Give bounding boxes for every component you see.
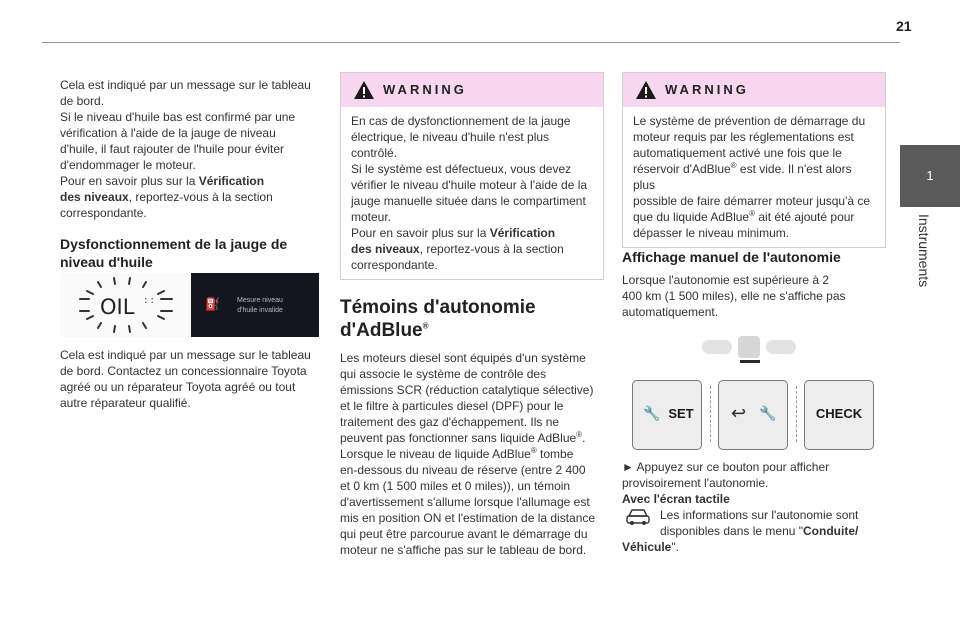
subheading-gauge-malfunction [60,235,322,271]
text-line: en-dessous du niveau de réserve (entre 2 400 [340,463,586,477]
text-line: de bord. Contactez un concessionnaire Toyota [60,364,307,378]
paragraph-contact-dealer [60,347,322,411]
text-line: émissions SCR (réduction catalytique sélective) [340,383,594,397]
set-button[interactable] [632,380,702,450]
paragraph-touch-screen [622,507,884,539]
warning-title: WARNING [383,82,467,97]
text-line: vérifier le niveau d'huile moteur à l'aide de la [351,178,588,192]
chapter-tab-number: 1 [926,168,934,183]
dashboard-message [237,296,283,316]
warning-triangle-icon [635,80,657,100]
heading-line: d'AdBlue [340,320,423,341]
text-line: correspondante. [351,258,438,272]
section-reference: des niveaux [351,242,420,256]
text-line: Les moteurs diesel sont équipés d'un système [340,351,586,365]
chapter-title-text: Instruments [916,214,932,288]
return-arrow-icon: ↩ [731,403,747,423]
text-line: Pour en savoir plus sur la [351,226,490,240]
text-line: , reportez-vous à la section [419,242,564,256]
column-3-middle [622,248,884,320]
text-line: électrique, le niveau d'huile n'est plus [351,130,550,144]
header-rule [42,42,900,43]
check-button[interactable] [804,380,874,450]
oil-lamp-label: OIL [100,295,135,319]
steering-wheel-location-icon [700,336,798,364]
return-button[interactable] [718,380,788,450]
text-line: autre réparateur qualifié. [60,396,191,410]
dashboard-message-display [191,273,319,337]
page-number: 21 [896,18,912,34]
text-line: . [582,431,586,445]
text-line: d'endommager le moteur. [60,158,196,172]
text-line: Le système de prévention de démarrage du [633,114,866,128]
text-line: que du liquide AdBlue [633,210,750,224]
text-line: Si le niveau d'huile bas est confirmé par une [60,110,296,124]
heading-adblue-range [340,296,602,342]
text-line: automatiquement. [622,305,719,319]
section-reference: Vérification [198,174,265,188]
section-reference: Vérification [489,226,556,240]
text-line: possible de faire démarrer moteur jusqu'à ce [633,194,871,208]
registered-mark: ® [530,446,537,455]
warning-body [341,107,603,279]
text-line: contrôlé. [351,146,398,160]
check-button-label: CHECK [815,406,863,421]
paragraph-oil-low [60,77,322,221]
oil-can-icon: ⛽ [205,297,220,311]
warning-box-start-prevention [622,72,886,248]
text-line: et 0 km (1 500 miles et 0 miles)), un témoin [340,479,571,493]
text-line: mis en position ON et l'estimation de la distance [340,511,596,525]
subheading-manual-range: Affichage manuel de l'autonomie [622,249,841,265]
warning-body [623,107,885,247]
svg-text:: :: : : [144,295,154,306]
menu-reference-line [622,539,884,555]
text-line: est vide. Il n'est alors plus [633,162,852,192]
text-line: Si le système est défectueux, vous devez [351,162,572,176]
divider [710,386,713,442]
text-line: Pour en savoir plus sur la [60,174,199,188]
text-line: moteur. [351,210,392,224]
warning-header [341,73,603,107]
text-line: réservoir d'AdBlue [633,162,731,176]
message-line: d'huile invalide [237,307,283,314]
registered-mark: ® [730,161,737,170]
text-line: traitement des gaz d'échappement. Ils ne [340,415,560,429]
registered-mark: ® [749,209,756,218]
oil-warning-figure [60,273,319,337]
car-icon [624,505,652,527]
registered-mark: ® [422,321,429,331]
text-line: qui associe le système de contrôle des [340,367,547,381]
heading-line: Témoins d'autonomie [340,297,536,318]
text-line: automatiquement activé une fois que le [633,146,842,160]
column-1-lower [60,347,322,411]
registered-mark: ® [576,430,583,439]
wrench-icon: 🔧 [759,405,777,421]
wrench-icon: 🔧 [643,405,661,421]
text-line: correspondante. [60,206,147,220]
warning-title: WARNING [665,82,749,97]
text-line: d'huile, il faut rajouter de l'huile pour éviter [60,142,285,156]
paragraph-range-display [622,272,884,320]
warning-box-oil-gauge [340,72,604,280]
text-line: Lorsque le niveau de liquide AdBlue [340,447,531,461]
text-line: niveau d'huile [60,254,153,270]
text-line: et le filtre à particules diesel (DPF) pour le [340,399,564,413]
menu-reference: Véhicule [622,540,672,554]
text-line: provisoirement l'autonomie. [622,476,769,490]
column-1 [60,77,322,271]
steering-buttons-figure [632,380,872,450]
section-reference: des niveaux [60,190,129,204]
warning-header [623,73,885,107]
text-line: 400 km (1 500 miles), elle ne s'affiche pas [622,289,846,303]
text-line: Dysfonctionnement de la jauge de [60,236,288,252]
text-line: disponibles dans le menu " [660,524,804,538]
warning-triangle-icon [353,80,375,100]
text-line: peuvent pas fonctionner sans liquide AdBlue [340,431,577,445]
set-button-label: SET [668,406,694,421]
text-line: ► Appuyez sur ce bouton pour afficher [622,460,830,474]
text-line: jauge manuelle située dans le compartiment [351,194,586,208]
chapter-tab[interactable] [900,145,960,207]
text-line: , reportez-vous à la section [128,190,273,204]
column-2-lower [340,296,602,558]
subheading-touch-screen: Avec l'écran tactile [622,492,730,506]
text-line: ait été ajouté pour [755,210,855,224]
text-line: ". [671,540,679,554]
text-line: moteur requis par les réglementations est [633,130,854,144]
menu-reference: Conduite/ [803,524,859,538]
text-line: En cas de dysfonctionnement de la jauge [351,114,571,128]
text-line: de bord. [60,94,105,108]
divider [796,386,799,442]
text-line: Lorsque l'autonomie est supérieure à 2 [622,273,830,287]
text-line: moteur ne s'affiche pas sur le tableau de bord. [340,543,587,557]
text-line: Cela est indiqué par un message sur le tableau [60,348,311,362]
chapter-title [918,214,932,334]
oil-warning-lamp [60,273,191,337]
text-line: Cela est indiqué par un message sur le tableau [60,78,311,92]
instruction-press-button [622,459,884,491]
text-line: vérification à l'aide de la jauge de niveau [60,126,276,140]
oil-lamp-rays-icon [60,273,191,337]
text-line: qui peut être parcourue avant le démarrage du [340,527,588,541]
text-line: d'avertissement s'allume lorsque l'allumage est [340,495,590,509]
text-line: agréé ou un réparateur Toyota agréé ou tout [60,380,296,394]
message-line: Mesure niveau [237,297,283,304]
text-line: Les informations sur l'autonomie sont [660,508,859,522]
text-line: tombe [536,447,574,461]
paragraph-adblue [340,350,602,558]
text-line: dépasser le niveau minimum. [633,226,790,240]
column-3-lower [622,459,884,555]
